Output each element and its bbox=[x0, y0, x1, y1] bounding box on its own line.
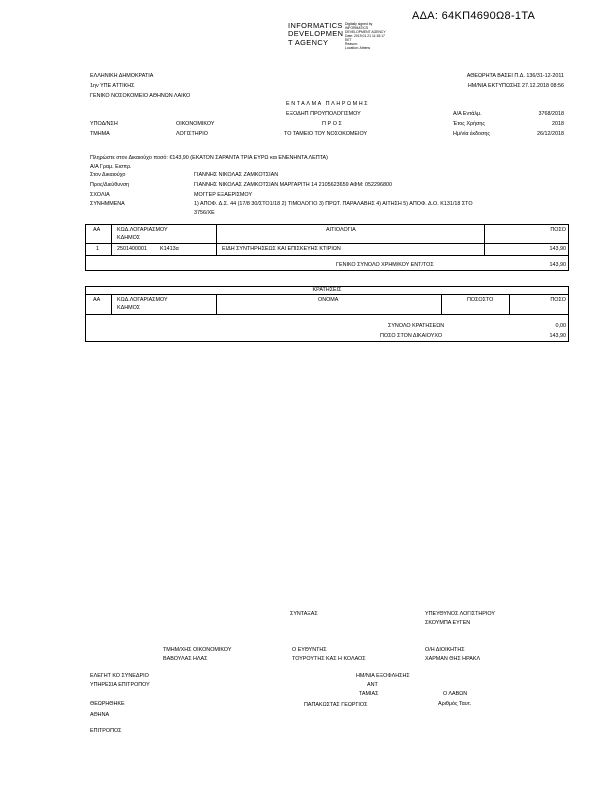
settlement-date-sub: ΑΝΤ bbox=[367, 682, 378, 688]
signature-line: EET bbox=[345, 38, 352, 42]
governor-label: Ο/Η ΔΙΟΙΚΗΤΗΣ bbox=[425, 647, 465, 653]
document-subtitle: ΕΞΟΔΗΠ ΠΡΟΥΠΟΛΟΓΙΣΜΟΥ bbox=[286, 111, 361, 117]
country-label: ΕΛΛΗΝΙΚΗ ΔΗΜΟΚΡΑΤΙΑ bbox=[90, 73, 154, 79]
attachments-value-cont: 3756/ΧΕ bbox=[194, 210, 215, 216]
fiscal-year-value: 2018 bbox=[552, 121, 564, 127]
deductions-title: ΚΡΑΤΗΣΕΙΣ bbox=[312, 287, 342, 293]
deductions-sum-label: ΣΥΝΟΛΟ ΚΡΑΤΗΣΕΩΝ bbox=[388, 323, 445, 329]
director-name: ΤΟΥΡΟΥΤΗΣ ΚΑΣ Η ΚΟΛΑΟΣ bbox=[292, 656, 366, 662]
informatics-logo bbox=[288, 22, 343, 47]
department-value: ΛΟΓΙΣΤΗΡΙΟ bbox=[176, 131, 208, 137]
signature-line: INFORMATICS bbox=[345, 26, 369, 30]
row-reason: ΕΙΔΗ ΣΥΝΤΗΡΗΣΕΩΣ ΚΑΙ ΕΠΙΣΚΕΥΗΣ ΚΤΙΡΙΩΝ bbox=[222, 246, 341, 252]
logo-line: DEVELOPMEN bbox=[288, 29, 344, 39]
cashier-name: ΠΑΠΑΚΩΣΤΑΣ ΓΕΩΡΓΙΟΣ bbox=[304, 702, 368, 708]
grand-total-value: 143,90 bbox=[549, 262, 566, 268]
recipient-id-label: Αριθμός Ταυτ. bbox=[438, 701, 472, 707]
row-amount: 143,90 bbox=[549, 246, 566, 252]
signature-line: DEVELOPMENT AGENCY bbox=[345, 30, 386, 34]
comments-label: ΣΧΟΛΙΑ bbox=[90, 192, 110, 198]
deductions-header-account: ΚΩΔ.ΛΟΓΑΡΙΑΣΜΟΥ bbox=[117, 297, 168, 303]
settlement-date-label: ΗΜ/ΝΙΑ ΕΞΟΦΛΗΣΗΣ bbox=[356, 673, 410, 679]
department-label: ΤΜΗΜΑ bbox=[90, 131, 110, 137]
table-header-account-sub: ΚΔΗΜΟΣ bbox=[117, 235, 141, 241]
ada-number: ΑΔΑ: 64ΚΠ4690Ω8-1ΤΑ bbox=[412, 10, 536, 22]
deductions-header-percent: ΠΟΣΟΣΤΟ bbox=[467, 297, 494, 303]
accounting-head-label: ΥΠΕΥΘΥΝΟΣ ΛΟΓΙΣΤΗΡΙΟΥ bbox=[425, 611, 495, 617]
logo-line: T AGENCY bbox=[288, 37, 329, 47]
digital-signature bbox=[345, 22, 386, 50]
commissioner-label: ΕΠΙΤΡΟΠΟΣ bbox=[90, 728, 122, 734]
signature-line: Digitally signed by bbox=[345, 22, 373, 26]
cashier-label: ΤΑΜΙΑΣ bbox=[359, 691, 379, 697]
finance-head-label: ΤΜΗΜ/ΧΗΣ ΟΙΚΟΝΟΜΙΚΟΥ bbox=[163, 647, 232, 653]
accounting-head-name: ΣΚΟΥΜΠΑ ΕΥΓΕΝ bbox=[425, 620, 471, 626]
legal-basis: ΑΘΕΩΡΗΤΑ ΒΑΣΕΙ Π.Δ. 136/31-12-2011 bbox=[466, 73, 564, 79]
fiscal-year-label: Έτος Χρήσης bbox=[453, 121, 485, 127]
audit-court-label: ΕΛΕΓΗΤ ΚΟ ΣΥΝΕΔΡΙΟ bbox=[90, 673, 149, 679]
deductions-sum-value: 0,00 bbox=[555, 323, 566, 329]
row-aa: 1 bbox=[96, 246, 99, 252]
hospital-label: ΓΕΝΙΚΟ ΝΟΣΟΚΟΜΕΙΟ ΑΘΗΝΩΝ ΛΑΙΚΟ bbox=[90, 93, 191, 99]
finance-head-name: ΒΑΒΟΥΛΑΣ ΗΛΑΣ bbox=[163, 656, 208, 662]
warrant-number-value: 3768/2018 bbox=[538, 111, 564, 117]
table-header-reason: ΑΙΤΙΟΛΟΓΙΑ bbox=[326, 227, 356, 233]
approved-label: ΘΕΩΡΗΘΗΚΕ bbox=[90, 701, 125, 707]
attachments-label: ΣΥΝΗΜΜΕΝΑ bbox=[90, 201, 125, 207]
deductions-header-name: ΟΝΟΜΑ bbox=[318, 297, 339, 303]
governor-name: ΧΑΡΜΑΝ ΘΗΣ ΗΡΑΚΛ bbox=[425, 656, 481, 662]
region-label: 1ην ΥΠΕ ΑΤΤΙΚΗΣ bbox=[90, 83, 135, 89]
grand-total-label: ΓΕΝΙΚΟ ΣΥΝΟΛΟ ΧΡΗΜ/ΚΟΥ ΕΝΤ/ΤΟΣ bbox=[336, 262, 434, 268]
receipt-number-label: Α/Α Γραμ. Εισπρ. bbox=[90, 164, 132, 170]
table-header-account: ΚΩΔ.ΛΟΓΑΡΙΑΣΜΟΥ bbox=[117, 227, 168, 233]
deductions-header-aa: ΑΑ bbox=[93, 297, 101, 303]
to-label: ΠΡΟΣ bbox=[322, 121, 344, 127]
print-date: ΗΜ/ΝΙΑ ΕΚΤΥΠΩΣΗΣ 27.12.2018 08:56 bbox=[467, 83, 564, 89]
table-header-amount: ΠΟΣΟ bbox=[550, 227, 566, 233]
recipient-label: Ο ΛΑΒΩΝ bbox=[443, 691, 468, 697]
issue-date-value: 26/12/2018 bbox=[537, 131, 564, 137]
subdirectorate-value: ΟΙΚΟΝΟΜΙΚΟΥ bbox=[176, 121, 215, 127]
director-label: Ο ΕΥΘΥΝΤΗΣ bbox=[292, 647, 327, 653]
address-label: Προς/Διεύθυνση bbox=[90, 182, 130, 188]
composer-label: ΣΥΝΤΑΞΑΣ bbox=[290, 611, 318, 617]
attachments-value: 1) ΑΠΟΦ. Δ.Σ. 44 (17/8 30/ΣΤΟ1/18 2) ΤΙΜΟΛΟΓΙΟ 3) ΠΡΩΤ. ΠΑΡΑΛΑΒΗΣ 4) ΑΙΤΗΣΗ 5) ΑΠΟΦ. Δ.Ο. Κ131/18 ΣΤΟ bbox=[194, 201, 473, 207]
signature-line: Location: Athens bbox=[345, 46, 371, 50]
address-value: ΓΙΑΝΝΗΣ ΝΙΚΟΛΑΣ ΖΑΜΚΟΤΣΙΑΝ ΜΑΡΓΑΡΙΤΗ 14 2105623659 ΑΦΜ: 052296800 bbox=[194, 182, 393, 188]
document-title: ΕΝΤΑΛΜΑ ΠΛΗΡΩΜΗΣ bbox=[286, 101, 370, 107]
payee-value: ΓΙΑΝΝΗΣ ΝΙΚΟΛΑΣ ΖΑΜΚΟΤΣΙΑΝ bbox=[194, 172, 279, 178]
deductions-header-amount: ΠΟΣΟ bbox=[550, 297, 566, 303]
signature-line: Reason: bbox=[345, 42, 358, 46]
to-value: ΤΟ ΤΑΜΕΙΟ ΤΟΥ ΝΟΣΟΚΟΜΕΙΟΥ bbox=[284, 131, 368, 137]
net-amount-value: 143,90 bbox=[549, 333, 566, 339]
logo-line: INFORMATICS bbox=[288, 21, 343, 30]
signature-line: Date: 2019.01.21 11:18:17 bbox=[345, 34, 385, 38]
warrant-number-label: Α/Α Εντάλμ. bbox=[453, 111, 482, 117]
payee-label: Στον Δικαιούχο bbox=[90, 172, 126, 178]
comments-value: ΜΟΓΓΕΡ ΕΞΑΕΡΙΣΜΟΥ bbox=[194, 192, 253, 198]
table-header-aa: ΑΑ bbox=[93, 227, 101, 233]
commissioner-service-label: ΥΠΗΡΕΣΙΑ ΕΠΙΤΡΟΠΟΥ bbox=[90, 682, 150, 688]
deductions-header-account-sub: ΚΔΗΜΟΣ bbox=[117, 305, 141, 311]
subdirectorate-label: ΥΠΟΔ/ΝΣΗ bbox=[90, 121, 118, 127]
issue-date-label: Ημ/νία έκδοσης bbox=[453, 131, 490, 137]
row-code: Κ1413α bbox=[160, 246, 179, 252]
payment-amount-line: Πληρώστε στον Δικαιούχο ποσό: €143,90 (ΕΚΑΤΟΝ ΣΑΡΑΝΤΑ ΤΡΙΑ ΕΥΡΩ και ΕΝΕΝΗΝΤΑ ΛΕΠΤΑ) bbox=[90, 155, 328, 161]
row-account: 2501400001 bbox=[117, 246, 147, 252]
city-label: ΑΘΗΝΑ bbox=[90, 712, 110, 718]
net-amount-label: ΠΟΣΟ ΣΤΟΝ ΔΙΚΑΙΟΥΧΟ bbox=[380, 333, 443, 339]
